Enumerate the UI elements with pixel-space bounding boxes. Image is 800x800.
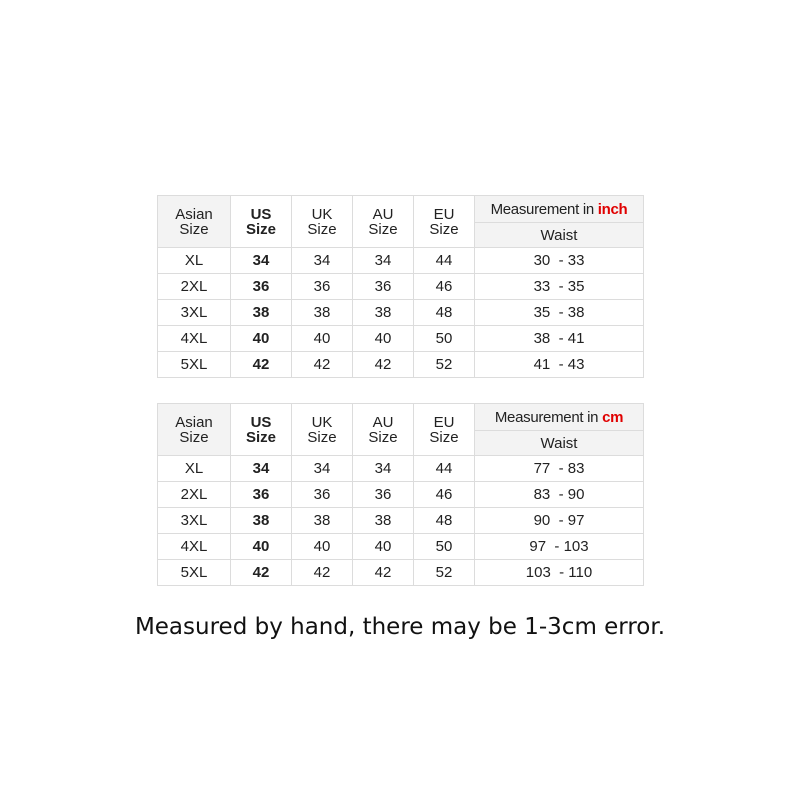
table-row [158,352,644,378]
us-size-cell: 38 [231,300,292,326]
header-line: Size [245,220,276,238]
eu-size-cell: 52 [414,560,475,586]
asian-size-cell: 2XL [158,274,231,300]
header-line: Size [429,428,459,446]
au-size-cell: 42 [353,560,414,586]
measurement-header [475,196,644,223]
waist-cell: 103 - 110 [475,560,644,586]
uk-size-header [292,404,353,456]
table-row [158,274,644,300]
header-line: EU [433,413,455,431]
waist-cell: 41 - 43 [475,352,644,378]
uk-size-cell: 40 [292,534,353,560]
waist-cell: 83 - 90 [475,482,644,508]
header-line: EU [433,205,455,223]
eu-size-cell: 46 [414,482,475,508]
header-line: AU [372,205,394,223]
header-line: US [250,413,272,431]
eu-size-cell: 48 [414,300,475,326]
uk-size-header [292,196,353,248]
eu-size-cell: 50 [414,534,475,560]
uk-size-cell: 34 [292,248,353,274]
asian-size-cell: 4XL [158,534,231,560]
header-line: AU [372,413,394,431]
au-size-cell: 38 [353,300,414,326]
table-row [158,248,644,274]
waist-cell: 77 - 83 [475,456,644,482]
table-row [158,300,644,326]
eu-size-cell: 44 [414,456,475,482]
waist-cell: 30 - 33 [475,248,644,274]
waist-header: Waist [475,223,644,248]
asian-size-cell: 3XL [158,300,231,326]
size-chart-cm [157,403,644,586]
header-row [158,196,644,223]
uk-size-cell: 34 [292,456,353,482]
table-row [158,326,644,352]
us-size-cell: 40 [231,326,292,352]
measurement-unit: cm [602,408,624,426]
table-row [158,508,644,534]
header-line: Size [179,428,209,446]
uk-size-cell: 38 [292,300,353,326]
au-size-cell: 38 [353,508,414,534]
asian-size-cell: 3XL [158,508,231,534]
table-row [158,482,644,508]
header-line: Asian [175,413,213,431]
us-size-cell: 42 [231,560,292,586]
us-size-cell: 38 [231,508,292,534]
waist-cell: 33 - 35 [475,274,644,300]
us-size-cell: 34 [231,248,292,274]
au-size-header [353,196,414,248]
eu-size-cell: 52 [414,352,475,378]
eu-size-header [414,196,475,248]
asian-size-cell: XL [158,248,231,274]
waist-header: Waist [475,431,644,456]
us-size-cell: 34 [231,456,292,482]
au-size-header [353,404,414,456]
header-line: US [250,205,272,223]
au-size-cell: 36 [353,274,414,300]
eu-size-cell: 48 [414,508,475,534]
au-size-cell: 34 [353,248,414,274]
us-size-cell: 36 [231,274,292,300]
waist-cell: 35 - 38 [475,300,644,326]
table-row [158,560,644,586]
uk-size-cell: 42 [292,560,353,586]
size-chart-inch [157,195,644,378]
au-size-cell: 40 [353,326,414,352]
au-size-cell: 40 [353,534,414,560]
us-size-cell: 42 [231,352,292,378]
measurement-note: Measured by hand, there may be 1-3cm error. [134,614,666,640]
header-line: UK [311,413,333,431]
header-line: UK [311,205,333,223]
uk-size-cell: 36 [292,274,353,300]
asian-size-cell: 4XL [158,326,231,352]
measurement-prefix: Measurement in [494,408,603,426]
us-size-cell: 40 [231,534,292,560]
us-size-header [231,404,292,456]
header-line: Size [368,220,398,238]
asian-size-cell: XL [158,456,231,482]
header-line: Size [307,428,337,446]
header-row [158,404,644,431]
us-size-cell: 36 [231,482,292,508]
us-size-header [231,196,292,248]
au-size-cell: 42 [353,352,414,378]
waist-cell: 90 - 97 [475,508,644,534]
header-line: Asian [175,205,213,223]
measurement-unit: inch [597,200,628,218]
header-line: Size [307,220,337,238]
asian-size-header [158,404,231,456]
measurement-prefix: Measurement in [490,200,598,218]
au-size-cell: 36 [353,482,414,508]
header-line: Size [368,428,398,446]
table-row [158,534,644,560]
eu-size-cell: 50 [414,326,475,352]
eu-size-cell: 46 [414,274,475,300]
uk-size-cell: 40 [292,326,353,352]
uk-size-cell: 42 [292,352,353,378]
measurement-header [475,404,644,431]
header-line: Size [179,220,209,238]
eu-size-cell: 44 [414,248,475,274]
eu-size-header [414,404,475,456]
waist-cell: 97 - 103 [475,534,644,560]
asian-size-cell: 2XL [158,482,231,508]
table-row [158,456,644,482]
header-line: Size [429,220,459,238]
asian-size-cell: 5XL [158,352,231,378]
asian-size-header [158,196,231,248]
waist-cell: 38 - 41 [475,326,644,352]
uk-size-cell: 36 [292,482,353,508]
uk-size-cell: 38 [292,508,353,534]
header-line: Size [245,428,276,446]
au-size-cell: 34 [353,456,414,482]
asian-size-cell: 5XL [158,560,231,586]
